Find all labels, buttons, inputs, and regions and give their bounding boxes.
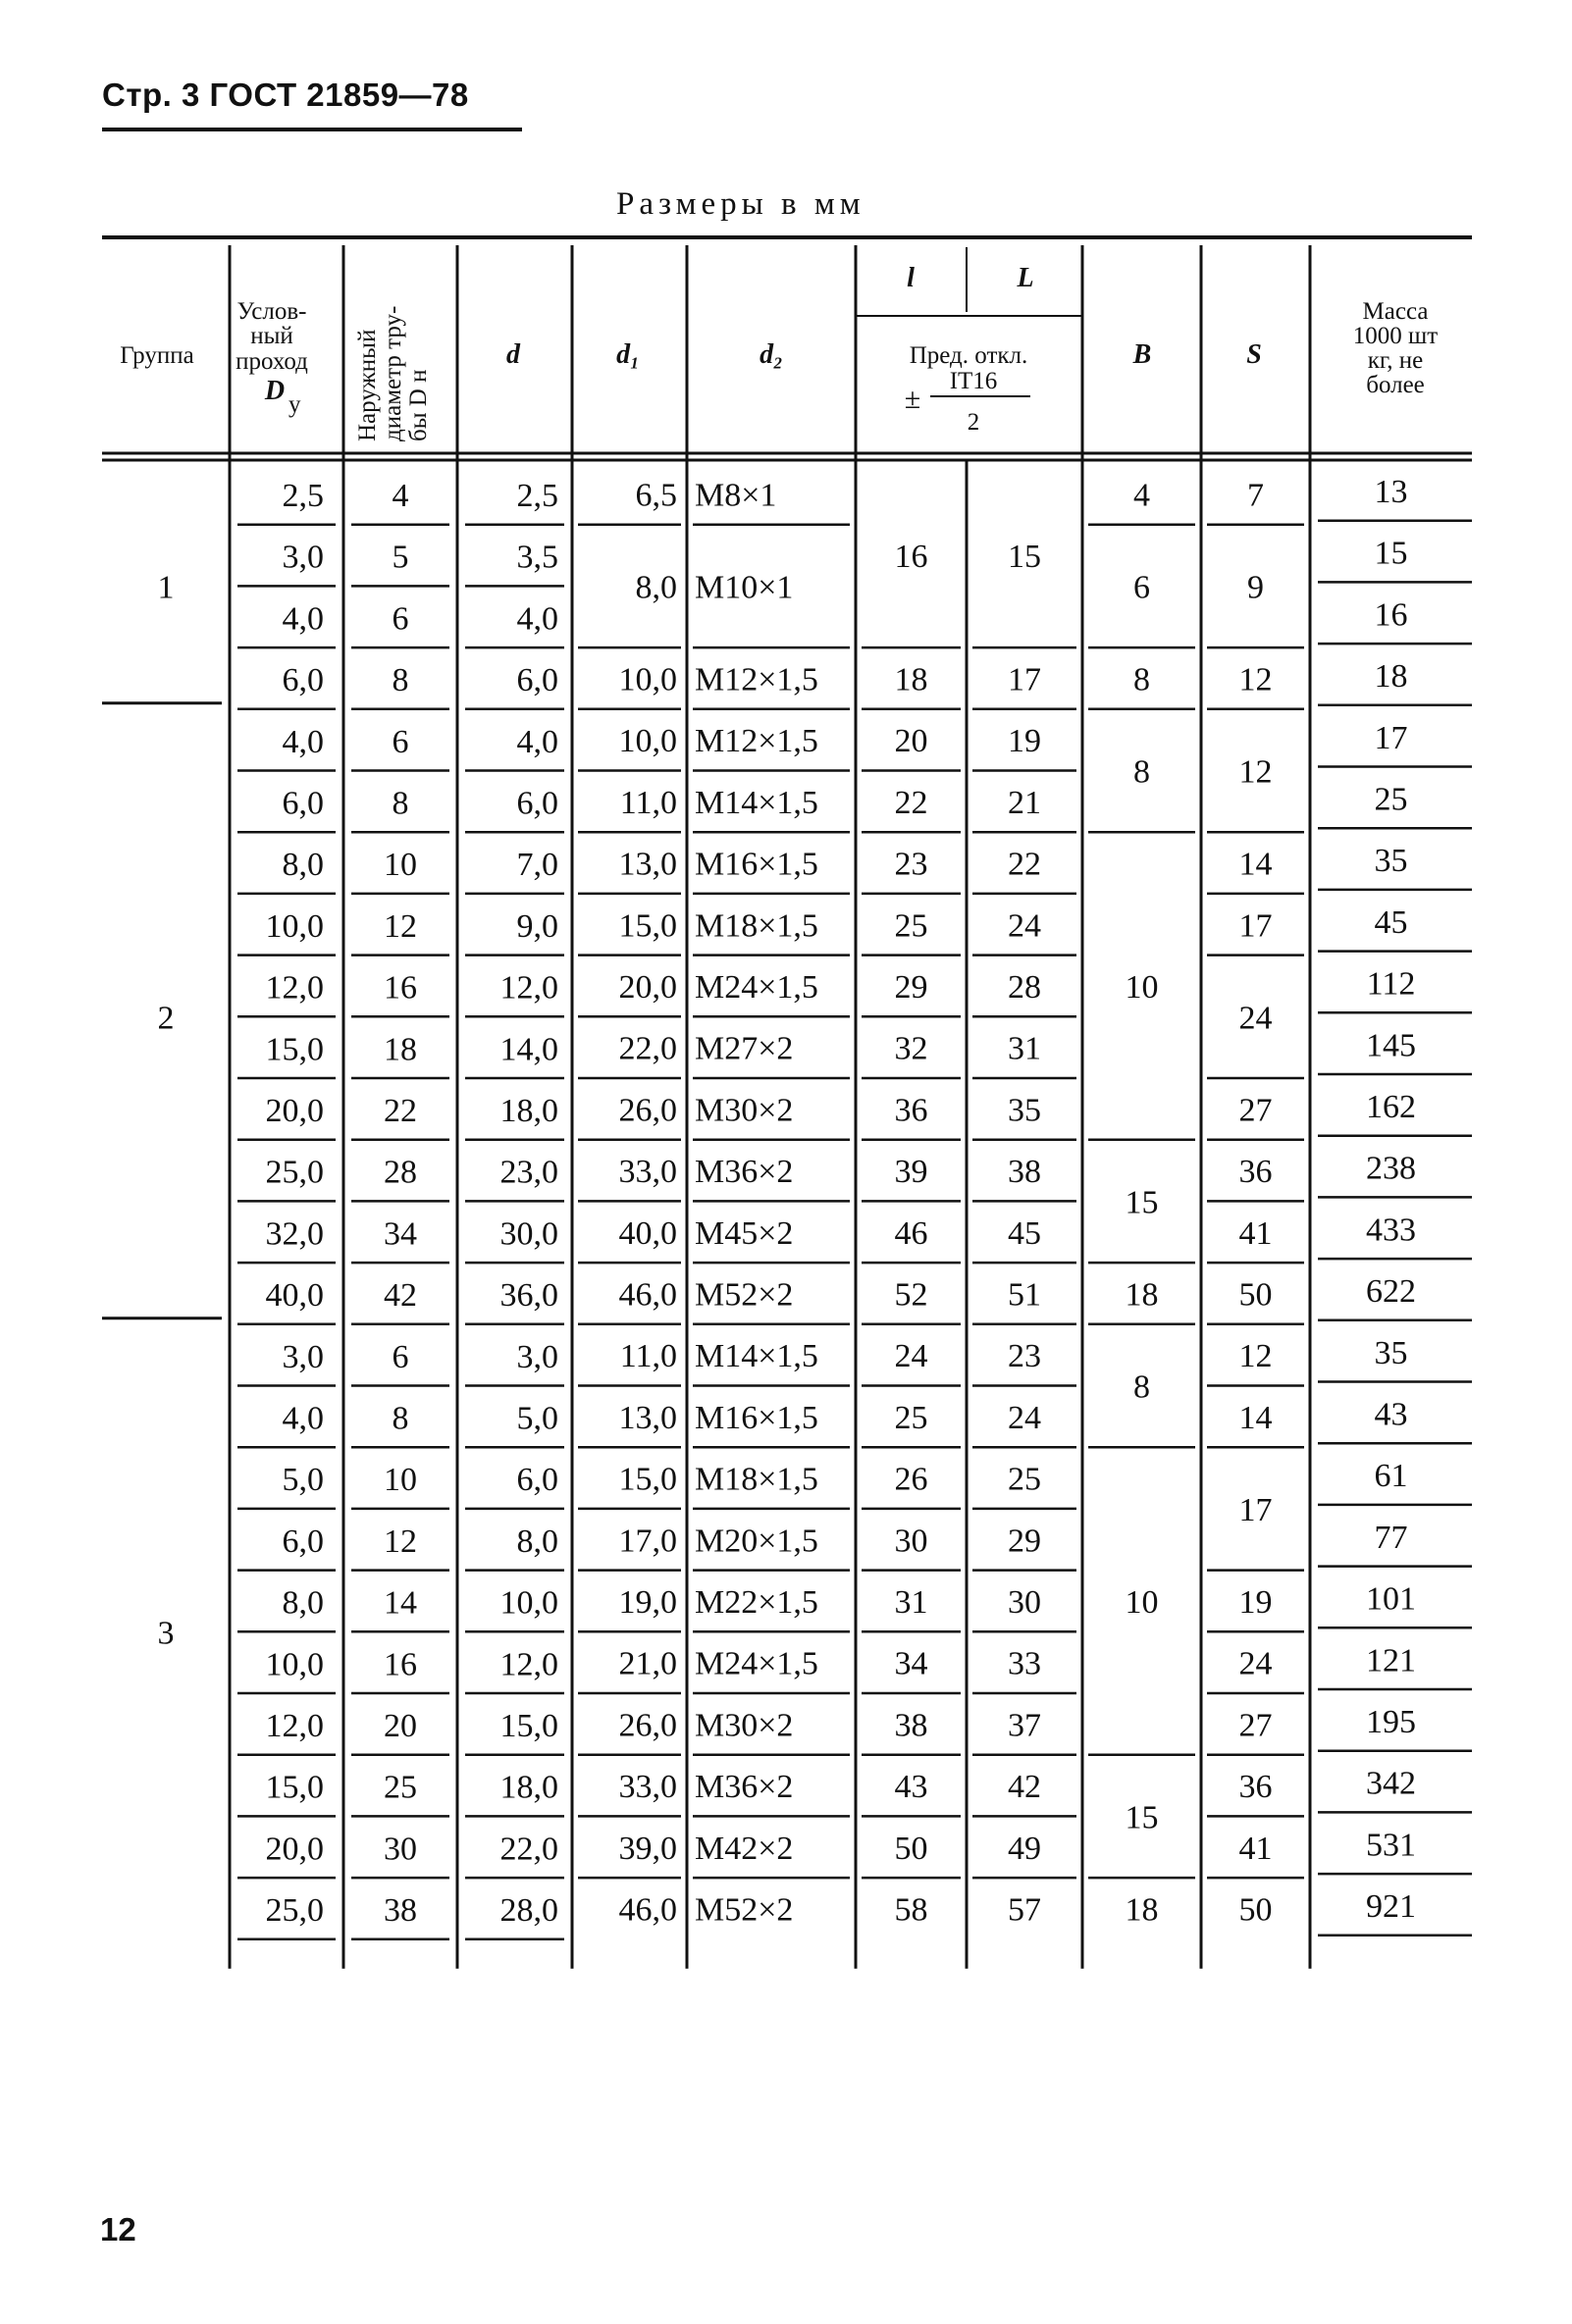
cell-d2: M16×1,5 bbox=[695, 1399, 818, 1436]
cell-mass: 531 bbox=[1366, 1827, 1416, 1864]
tolerance-pm: ± bbox=[904, 383, 921, 415]
cell-dy: 6,0 bbox=[282, 785, 324, 822]
cell-s: 12 bbox=[1238, 1338, 1273, 1375]
col-header-dn bbox=[354, 306, 432, 441]
cell-mass: 101 bbox=[1366, 1580, 1416, 1618]
cell-d: 14,0 bbox=[499, 1031, 558, 1068]
cell-l: 30 bbox=[894, 1523, 928, 1560]
cell-s: 17 bbox=[1238, 1491, 1273, 1528]
cell-dy: 32,0 bbox=[265, 1215, 324, 1253]
cell-d2: M18×1,5 bbox=[695, 1461, 818, 1498]
cell-l: 25 bbox=[894, 907, 928, 945]
cell-d: 28,0 bbox=[499, 1892, 558, 1930]
cell-l: 43 bbox=[894, 1769, 928, 1806]
cell-l: 36 bbox=[894, 1092, 928, 1129]
cell-mass: 16 bbox=[1374, 596, 1408, 634]
col-header-dn-3: бы D н bbox=[405, 369, 432, 441]
cell-d: 2,5 bbox=[516, 478, 558, 514]
cell-d: 18,0 bbox=[499, 1769, 558, 1806]
cell-b: 8 bbox=[1133, 1369, 1150, 1406]
cell-d1: 40,0 bbox=[618, 1214, 677, 1252]
cell-l: 46 bbox=[894, 1214, 928, 1252]
cell-dn: 30 bbox=[384, 1831, 417, 1868]
cell-l: 26 bbox=[894, 1461, 928, 1498]
page-header: Стр. 3 ГОСТ 21859—78 bbox=[102, 77, 469, 113]
cell-d2: M20×1,5 bbox=[695, 1523, 818, 1560]
cell-d1: 33,0 bbox=[618, 1769, 677, 1806]
cell-l: 30 bbox=[1008, 1583, 1041, 1621]
page-number: 12 bbox=[100, 2211, 136, 2247]
cell-d: 22,0 bbox=[499, 1831, 558, 1868]
cell-dn: 34 bbox=[384, 1215, 417, 1253]
col-header-d1: d₁ bbox=[616, 339, 640, 370]
cell-mass: 45 bbox=[1374, 904, 1408, 941]
cell-dn: 10 bbox=[384, 847, 417, 884]
cell-l: 58 bbox=[894, 1891, 928, 1929]
cell-l: 24 bbox=[1008, 907, 1041, 945]
cell-l: 49 bbox=[1008, 1830, 1041, 1867]
cell-dn: 20 bbox=[384, 1708, 417, 1744]
cell-mass: 433 bbox=[1366, 1212, 1416, 1249]
units-caption: Размеры в мм bbox=[616, 186, 865, 222]
cell-l: 25 bbox=[1008, 1461, 1041, 1498]
cell-d1: 10,0 bbox=[618, 661, 677, 698]
cell-d: 5,0 bbox=[516, 1400, 558, 1437]
cell-b: 15 bbox=[1125, 1799, 1159, 1836]
cell-d: 18,0 bbox=[499, 1093, 558, 1129]
cell-b: 18 bbox=[1125, 1891, 1159, 1929]
cell-l: 19 bbox=[1008, 723, 1041, 760]
cell-l: 24 bbox=[894, 1338, 928, 1375]
col-header-mass-1: Масса bbox=[1362, 298, 1429, 325]
cell-l: 20 bbox=[894, 723, 928, 760]
cell-dn: 6 bbox=[392, 723, 409, 760]
cell-d2: M10×1 bbox=[695, 569, 794, 606]
tolerance-denominator: 2 bbox=[967, 409, 980, 436]
cell-dy: 4,0 bbox=[282, 600, 324, 638]
cell-d2: M12×1,5 bbox=[695, 723, 818, 760]
cell-d: 3,0 bbox=[516, 1338, 558, 1375]
cell-l: 22 bbox=[1008, 846, 1041, 883]
cell-d: 6,0 bbox=[516, 1462, 558, 1499]
cell-d1: 8,0 bbox=[635, 569, 677, 606]
cell-l: 23 bbox=[1008, 1338, 1041, 1375]
cell-d1: 22,0 bbox=[618, 1030, 677, 1067]
cell-d: 9,0 bbox=[516, 907, 558, 945]
cell-dy: 40,0 bbox=[265, 1277, 324, 1315]
cell-l: 23 bbox=[894, 846, 928, 883]
cell-d1: 21,0 bbox=[618, 1645, 677, 1682]
cell-d1: 46,0 bbox=[618, 1891, 677, 1929]
cell-d: 10,0 bbox=[499, 1584, 558, 1622]
cell-mass: 25 bbox=[1374, 781, 1408, 818]
cell-l: 51 bbox=[1008, 1276, 1041, 1314]
cell-d1: 11,0 bbox=[619, 784, 677, 821]
col-header-B: B bbox=[1132, 339, 1152, 370]
cell-l: 15 bbox=[1008, 539, 1041, 576]
cell-s: 50 bbox=[1238, 1276, 1273, 1314]
cell-mass: 35 bbox=[1374, 843, 1408, 880]
cell-l: 34 bbox=[894, 1645, 928, 1682]
cell-s: 9 bbox=[1247, 569, 1264, 606]
col-header-d: d bbox=[506, 339, 520, 370]
cell-d: 30,0 bbox=[499, 1215, 558, 1253]
cell-d1: 20,0 bbox=[618, 968, 677, 1006]
cell-l: 17 bbox=[1008, 661, 1041, 698]
cell-d1: 39,0 bbox=[618, 1830, 677, 1867]
cell-mass: 238 bbox=[1366, 1150, 1416, 1187]
cell-dn: 38 bbox=[384, 1892, 417, 1930]
tolerance-numerator: IT16 bbox=[949, 368, 998, 394]
cell-dn: 4 bbox=[392, 478, 409, 514]
cell-dn: 10 bbox=[384, 1462, 417, 1499]
col-header-dy-subscript: у bbox=[288, 391, 301, 418]
cell-dn: 28 bbox=[384, 1154, 417, 1191]
cell-d1: 13,0 bbox=[618, 846, 677, 883]
cell-l: 28 bbox=[1008, 968, 1041, 1006]
cell-d1: 19,0 bbox=[618, 1583, 677, 1621]
cell-s: 36 bbox=[1238, 1769, 1273, 1806]
cell-d2: M18×1,5 bbox=[695, 907, 818, 945]
cell-b: 15 bbox=[1125, 1184, 1159, 1221]
cell-mass: 17 bbox=[1374, 719, 1408, 756]
cell-d: 8,0 bbox=[516, 1523, 558, 1560]
cell-d2: M12×1,5 bbox=[695, 661, 818, 698]
col-header-dy-3: проход bbox=[236, 348, 308, 375]
cell-d2: M24×1,5 bbox=[695, 1645, 818, 1682]
cell-dn: 6 bbox=[392, 600, 409, 638]
cell-dn: 6 bbox=[392, 1338, 409, 1375]
cell-dn: 22 bbox=[384, 1093, 417, 1129]
cell-mass: 43 bbox=[1374, 1396, 1408, 1433]
cell-mass: 13 bbox=[1374, 474, 1408, 510]
cell-d2: M42×2 bbox=[695, 1830, 794, 1867]
cell-d1: 17,0 bbox=[618, 1523, 677, 1560]
cell-l: 35 bbox=[1008, 1092, 1041, 1129]
cell-dy: 3,0 bbox=[282, 1338, 324, 1375]
cell-mass: 145 bbox=[1366, 1027, 1416, 1064]
cell-mass: 15 bbox=[1374, 535, 1408, 572]
cell-dn: 8 bbox=[392, 662, 409, 699]
cell-d2: M45×2 bbox=[695, 1214, 794, 1252]
group-label: 1 bbox=[157, 569, 175, 606]
cell-l: 57 bbox=[1008, 1891, 1041, 1929]
cell-l: 18 bbox=[894, 661, 928, 698]
cell-d: 6,0 bbox=[516, 662, 558, 699]
cell-d1: 33,0 bbox=[618, 1154, 677, 1191]
cell-mass: 18 bbox=[1374, 658, 1408, 696]
cell-d1: 15,0 bbox=[618, 907, 677, 945]
cell-dn: 25 bbox=[384, 1769, 417, 1806]
group-label: 3 bbox=[157, 1615, 175, 1652]
cell-l: 37 bbox=[1008, 1707, 1041, 1744]
cell-d2: M52×2 bbox=[695, 1276, 794, 1314]
cell-b: 8 bbox=[1133, 661, 1150, 698]
cell-d2: M30×2 bbox=[695, 1092, 794, 1129]
cell-dy: 4,0 bbox=[282, 1400, 324, 1437]
cell-dn: 5 bbox=[392, 539, 409, 576]
cell-mass: 61 bbox=[1374, 1458, 1408, 1495]
cell-mass: 112 bbox=[1366, 965, 1416, 1003]
cell-d: 4,0 bbox=[516, 723, 558, 760]
cell-s: 41 bbox=[1238, 1830, 1273, 1867]
cell-s: 12 bbox=[1238, 661, 1273, 698]
cell-l: 50 bbox=[894, 1830, 928, 1867]
col-header-mass-2: 1000 шт bbox=[1352, 323, 1439, 349]
cell-mass: 195 bbox=[1366, 1704, 1416, 1740]
cell-dn: 8 bbox=[392, 785, 409, 822]
cell-l: 22 bbox=[894, 784, 928, 821]
col-header-S: S bbox=[1246, 339, 1262, 370]
cell-dy: 6,0 bbox=[282, 662, 324, 699]
cell-dn: 16 bbox=[384, 969, 417, 1007]
cell-dy: 12,0 bbox=[265, 1708, 324, 1744]
cell-dy: 12,0 bbox=[265, 969, 324, 1007]
cell-l: 16 bbox=[894, 539, 928, 576]
cell-d: 4,0 bbox=[516, 600, 558, 638]
cell-dn: 16 bbox=[384, 1646, 417, 1683]
tolerance-label: Пред. откл. bbox=[909, 342, 1028, 369]
cell-l: 29 bbox=[894, 968, 928, 1006]
cell-l: 33 bbox=[1008, 1645, 1041, 1682]
cell-dy: 20,0 bbox=[265, 1831, 324, 1868]
cell-s: 50 bbox=[1238, 1891, 1273, 1929]
cell-mass: 921 bbox=[1366, 1888, 1416, 1926]
cell-dn: 42 bbox=[384, 1277, 417, 1315]
cell-d2: M14×1,5 bbox=[695, 1338, 818, 1375]
cell-d2: M16×1,5 bbox=[695, 846, 818, 883]
cell-dy: 8,0 bbox=[282, 847, 324, 884]
cell-dn: 12 bbox=[384, 907, 417, 945]
col-header-dy-1: Услов- bbox=[236, 298, 307, 325]
cell-dy: 25,0 bbox=[265, 1154, 324, 1191]
cell-d2: M27×2 bbox=[695, 1030, 794, 1067]
cell-l: 42 bbox=[1008, 1769, 1041, 1806]
cell-l: 39 bbox=[894, 1154, 928, 1191]
cell-dy: 15,0 bbox=[265, 1769, 324, 1806]
cell-d2: M30×2 bbox=[695, 1707, 794, 1744]
cell-d: 7,0 bbox=[516, 847, 558, 884]
cell-dn: 8 bbox=[392, 1400, 409, 1437]
cell-mass: 162 bbox=[1366, 1089, 1416, 1125]
cell-l: 45 bbox=[1008, 1214, 1041, 1252]
cell-d1: 26,0 bbox=[618, 1092, 677, 1129]
cell-s: 27 bbox=[1238, 1092, 1273, 1129]
cell-dy: 6,0 bbox=[282, 1523, 324, 1560]
cell-dy: 25,0 bbox=[265, 1892, 324, 1930]
cell-dn: 12 bbox=[384, 1523, 417, 1560]
cell-s: 12 bbox=[1238, 753, 1273, 791]
cell-d2: M14×1,5 bbox=[695, 784, 818, 821]
cell-d1: 15,0 bbox=[618, 1461, 677, 1498]
cell-dy: 20,0 bbox=[265, 1093, 324, 1129]
cell-l: 38 bbox=[1008, 1154, 1041, 1191]
cell-b: 10 bbox=[1125, 968, 1159, 1006]
cell-s: 19 bbox=[1238, 1583, 1273, 1621]
cell-mass: 622 bbox=[1366, 1273, 1416, 1311]
cell-s: 27 bbox=[1238, 1707, 1273, 1744]
cell-s: 24 bbox=[1238, 1645, 1273, 1682]
col-header-dy-2: ный bbox=[250, 323, 293, 349]
cell-b: 10 bbox=[1125, 1583, 1159, 1621]
cell-l: 52 bbox=[894, 1276, 928, 1314]
cell-l: 31 bbox=[1008, 1030, 1041, 1067]
table-header bbox=[120, 263, 1438, 441]
cell-d: 3,5 bbox=[516, 539, 558, 576]
cell-d: 6,0 bbox=[516, 785, 558, 822]
cell-l: 24 bbox=[1008, 1399, 1041, 1436]
cell-mass: 121 bbox=[1366, 1642, 1416, 1679]
cell-d2: M52×2 bbox=[695, 1891, 794, 1929]
cell-dy: 10,0 bbox=[265, 1646, 324, 1683]
cell-d: 12,0 bbox=[499, 1646, 558, 1683]
col-header-l: l bbox=[907, 263, 915, 293]
group-label: 2 bbox=[157, 1000, 175, 1037]
cell-dy: 10,0 bbox=[265, 907, 324, 945]
cell-d2: M36×2 bbox=[695, 1769, 794, 1806]
cell-d2: M36×2 bbox=[695, 1154, 794, 1191]
cell-d: 15,0 bbox=[499, 1708, 558, 1744]
cell-dy: 4,0 bbox=[282, 723, 324, 760]
cell-s: 24 bbox=[1238, 1000, 1273, 1037]
col-header-d2: d₂ bbox=[760, 339, 783, 370]
col-header-mass-4: более bbox=[1366, 372, 1425, 398]
cell-d1: 10,0 bbox=[618, 723, 677, 760]
cell-b: 18 bbox=[1125, 1276, 1159, 1314]
cell-s: 14 bbox=[1238, 846, 1273, 883]
cell-d: 23,0 bbox=[499, 1154, 558, 1191]
cell-dy: 5,0 bbox=[282, 1462, 324, 1499]
cell-d: 36,0 bbox=[499, 1277, 558, 1315]
cell-b: 8 bbox=[1133, 753, 1150, 791]
cell-d1: 46,0 bbox=[618, 1276, 677, 1314]
cell-s: 41 bbox=[1238, 1214, 1273, 1252]
cell-s: 14 bbox=[1238, 1399, 1273, 1436]
cell-l: 38 bbox=[894, 1707, 928, 1744]
col-header-mass-3: кг, не bbox=[1367, 347, 1424, 374]
col-header-dn-1: Наружный bbox=[354, 329, 381, 441]
cell-d1: 6,5 bbox=[635, 477, 677, 514]
cell-b: 4 bbox=[1133, 477, 1150, 514]
cell-mass: 77 bbox=[1374, 1519, 1408, 1556]
cell-b: 6 bbox=[1133, 569, 1150, 606]
cell-mass: 342 bbox=[1366, 1765, 1416, 1802]
cell-s: 17 bbox=[1238, 907, 1273, 945]
cell-s: 7 bbox=[1247, 477, 1264, 514]
cell-l: 31 bbox=[894, 1583, 928, 1621]
cell-l: 21 bbox=[1008, 784, 1041, 821]
cell-s: 36 bbox=[1238, 1154, 1273, 1191]
cell-dn: 14 bbox=[384, 1584, 417, 1622]
cell-dy: 2,5 bbox=[282, 478, 324, 514]
cell-dn: 18 bbox=[384, 1031, 417, 1068]
cell-d1: 26,0 bbox=[618, 1707, 677, 1744]
cell-dy: 15,0 bbox=[265, 1031, 324, 1068]
cell-l: 29 bbox=[1008, 1523, 1041, 1560]
cell-l: 32 bbox=[894, 1030, 928, 1067]
col-header-L: L bbox=[1017, 263, 1034, 293]
cell-d1: 13,0 bbox=[618, 1399, 677, 1436]
cell-d2: M8×1 bbox=[695, 477, 777, 514]
col-header-dy-symbol: D bbox=[264, 376, 286, 406]
cell-d: 12,0 bbox=[499, 969, 558, 1007]
cell-d2: M22×1,5 bbox=[695, 1583, 818, 1621]
col-header-group: Группа bbox=[120, 342, 194, 369]
col-header-dn-2: диаметр тру- bbox=[380, 305, 406, 441]
cell-dy: 8,0 bbox=[282, 1584, 324, 1622]
cell-mass: 35 bbox=[1374, 1334, 1408, 1371]
cell-d2: M24×1,5 bbox=[695, 968, 818, 1006]
cell-dy: 3,0 bbox=[282, 539, 324, 576]
cell-l: 25 bbox=[894, 1399, 928, 1436]
cell-d1: 11,0 bbox=[619, 1338, 677, 1375]
